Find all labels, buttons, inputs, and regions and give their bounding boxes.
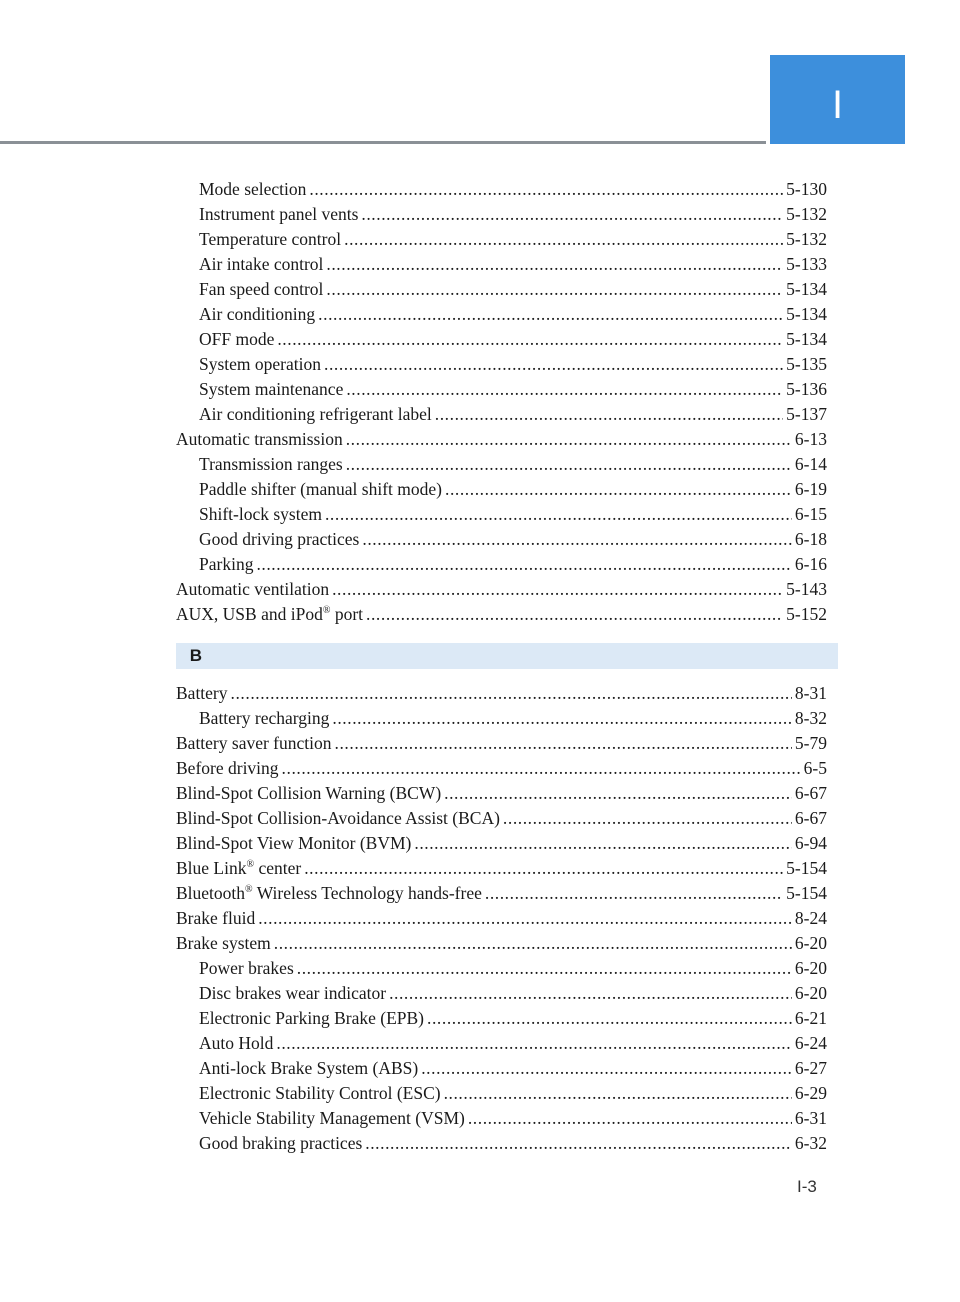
index-entry[interactable] <box>176 504 827 529</box>
index-entry[interactable] <box>176 229 827 254</box>
entry-label: Battery <box>176 683 228 703</box>
entry-page: 8-24 <box>794 908 827 928</box>
index-entry[interactable] <box>176 254 827 279</box>
entry-label: Shift-lock system <box>199 504 322 524</box>
entry-page: 6-19 <box>794 479 827 499</box>
index-entry[interactable] <box>176 683 827 708</box>
index-tab: I <box>770 55 905 144</box>
registered-mark: ® <box>245 884 253 895</box>
index-entry[interactable] <box>176 204 827 229</box>
entry-label: Battery saver function <box>176 733 332 753</box>
entry-page: 6-29 <box>794 1083 827 1103</box>
entry-page: 6-13 <box>794 429 827 449</box>
index-entry[interactable] <box>176 1083 827 1108</box>
dot-leader <box>258 908 792 929</box>
entry-label: Vehicle Stability Management (VSM) <box>199 1108 465 1128</box>
entry-text <box>176 808 500 829</box>
entry-page: 6-18 <box>794 529 827 549</box>
dot-leader <box>362 529 792 550</box>
dot-leader <box>366 604 783 625</box>
dot-leader <box>282 758 801 779</box>
index-entry[interactable] <box>176 604 827 629</box>
index-list-1 <box>176 179 827 629</box>
dot-leader <box>277 329 783 350</box>
dot-leader <box>256 554 791 575</box>
entry-label: Bluetooth <box>176 883 246 903</box>
dot-leader <box>365 1133 792 1154</box>
entry-page: 5-133 <box>786 254 827 274</box>
entry-text <box>176 908 255 929</box>
entry-text <box>176 733 332 754</box>
index-entry[interactable] <box>176 1008 827 1033</box>
entry-label: Blind-Spot View Monitor (BVM) <box>176 833 412 853</box>
entry-page: 6-16 <box>794 554 827 574</box>
entry-label: Instrument panel vents <box>199 204 359 224</box>
entry-label: Air intake control <box>199 254 324 274</box>
entry-page: 5-154 <box>786 858 827 878</box>
entry-page: 6-24 <box>794 1033 827 1053</box>
dot-leader <box>361 204 783 225</box>
entry-label: Automatic ventilation <box>176 579 330 599</box>
entry-text <box>199 1133 362 1154</box>
entry-text <box>176 758 279 779</box>
entry-text <box>199 379 343 400</box>
entry-text <box>176 579 329 600</box>
dot-leader <box>444 783 792 804</box>
index-entry[interactable] <box>176 1133 827 1158</box>
dot-leader <box>318 304 783 325</box>
index-entry[interactable] <box>176 479 827 504</box>
entry-label: System maintenance <box>199 379 344 399</box>
entry-text <box>176 833 411 854</box>
dot-leader <box>304 858 783 879</box>
entry-text <box>176 933 271 954</box>
entry-text <box>199 229 341 250</box>
dot-leader <box>435 404 783 425</box>
entry-text <box>199 204 358 225</box>
dot-leader <box>346 379 783 400</box>
entry-page: 6-5 <box>803 758 827 778</box>
dot-leader <box>344 229 783 250</box>
entry-text <box>199 958 294 979</box>
index-list-2 <box>176 683 827 1158</box>
entry-page: 5-136 <box>786 379 827 399</box>
page-number: I-3 <box>797 1177 817 1196</box>
entry-text <box>199 504 322 525</box>
index-entry[interactable] <box>176 933 827 958</box>
dot-leader <box>326 279 783 300</box>
header-rule <box>0 141 766 144</box>
entry-text <box>199 329 274 350</box>
index-entry[interactable] <box>176 429 827 454</box>
entry-label: Transmission ranges <box>199 454 343 474</box>
dot-leader <box>468 1108 792 1129</box>
entry-label: Mode selection <box>199 179 307 199</box>
entry-label-suffix: center <box>254 858 302 878</box>
dot-leader <box>444 1083 792 1104</box>
dot-leader <box>445 479 792 500</box>
entry-text <box>199 279 323 300</box>
dot-leader <box>421 1058 792 1079</box>
entry-text <box>176 604 363 625</box>
index-entry[interactable] <box>176 733 827 758</box>
entry-label: OFF mode <box>199 329 275 349</box>
entry-label: Electronic Stability Control (ESC) <box>199 1083 441 1103</box>
dot-leader <box>332 708 792 729</box>
entry-label: Battery recharging <box>199 708 330 728</box>
index-entry[interactable] <box>176 958 827 983</box>
index-entry[interactable] <box>176 554 827 579</box>
entry-label: Blind-Spot Collision-Avoidance Assist (BCA) <box>176 808 500 828</box>
entry-page: 5-132 <box>786 204 827 224</box>
entry-page: 5-154 <box>786 883 827 903</box>
entry-label: Temperature control <box>199 229 342 249</box>
entry-label: Brake system <box>176 933 271 953</box>
entry-text <box>199 1008 424 1029</box>
dot-leader <box>274 933 792 954</box>
entry-page: 5-134 <box>786 304 827 324</box>
entry-label-suffix: Wireless Technology hands-free <box>252 883 482 903</box>
entry-label: Air conditioning <box>199 304 316 324</box>
dot-leader <box>346 454 792 475</box>
index-entry[interactable] <box>176 1033 827 1058</box>
entry-text <box>176 883 482 904</box>
entry-label: System operation <box>199 354 321 374</box>
entry-label: Parking <box>199 554 254 574</box>
entry-page: 6-67 <box>794 808 827 828</box>
entry-text <box>176 429 343 450</box>
dot-leader <box>503 808 792 829</box>
section-letter: B <box>189 646 202 665</box>
index-entry[interactable] <box>176 454 827 479</box>
dot-leader <box>326 254 783 275</box>
entry-page: 6-32 <box>794 1133 827 1153</box>
entry-label: Blue Link <box>176 858 247 878</box>
dot-leader <box>276 1033 792 1054</box>
index-entry[interactable] <box>176 783 827 808</box>
entry-label: Good driving practices <box>199 529 360 549</box>
entry-page: 5-143 <box>786 579 827 599</box>
entry-label: Blind-Spot Collision Warning (BCW) <box>176 783 442 803</box>
dot-leader <box>324 354 783 375</box>
entry-label: Automatic transmission <box>176 429 343 449</box>
index-entry[interactable] <box>176 908 827 933</box>
entry-label: Anti-lock Brake System (ABS) <box>199 1058 419 1078</box>
entry-page: 6-20 <box>794 983 827 1003</box>
dot-leader <box>297 958 792 979</box>
entry-label: Disc brakes wear indicator <box>199 983 387 1003</box>
entry-text <box>199 983 386 1004</box>
index-entry[interactable] <box>176 379 827 404</box>
dot-leader <box>325 504 792 525</box>
entry-text <box>199 479 442 500</box>
index-entry[interactable] <box>176 708 827 733</box>
index-entry[interactable] <box>176 858 827 883</box>
index-entry[interactable] <box>176 579 827 604</box>
entry-page: 6-20 <box>794 958 827 978</box>
index-entry[interactable] <box>176 758 827 783</box>
index-entry[interactable] <box>176 279 827 304</box>
entry-page: 6-20 <box>794 933 827 953</box>
index-entry[interactable] <box>176 1108 827 1133</box>
entry-label: Brake fluid <box>176 908 256 928</box>
entry-page: 8-32 <box>794 708 827 728</box>
entry-page: 5-79 <box>794 733 827 753</box>
entry-page: 6-21 <box>794 1008 827 1028</box>
dot-leader <box>414 833 792 854</box>
entry-page: 6-94 <box>794 833 827 853</box>
entry-page: 5-130 <box>786 179 827 199</box>
entry-text <box>199 179 306 200</box>
entry-text <box>199 1108 465 1129</box>
entry-page: 5-137 <box>786 404 827 424</box>
entry-page: 5-135 <box>786 354 827 374</box>
entry-text <box>199 404 432 425</box>
entry-label: Air conditioning refrigerant label <box>199 404 432 424</box>
entry-text <box>199 354 321 375</box>
entry-text <box>199 554 253 575</box>
index-entry[interactable] <box>176 808 827 833</box>
dot-leader <box>309 179 783 200</box>
entry-label-suffix: port <box>330 604 364 624</box>
entry-page: 5-134 <box>786 329 827 349</box>
entry-text <box>199 1083 441 1104</box>
entry-text <box>176 683 228 704</box>
entry-text <box>199 304 315 325</box>
entry-page: 6-14 <box>794 454 827 474</box>
dot-leader <box>346 429 792 450</box>
registered-mark: ® <box>322 605 331 616</box>
index-entry[interactable] <box>176 329 827 354</box>
entry-label: Before driving <box>176 758 279 778</box>
index-entry[interactable] <box>176 1058 827 1083</box>
entry-text <box>199 529 359 550</box>
dot-leader <box>335 733 792 754</box>
entry-label: Electronic Parking Brake (EPB) <box>199 1008 425 1028</box>
entry-page: 6-67 <box>794 783 827 803</box>
index-entry[interactable] <box>176 983 827 1008</box>
entry-text <box>199 708 329 729</box>
index-entry[interactable] <box>176 833 827 858</box>
index-entry[interactable] <box>176 304 827 329</box>
entry-label: Auto Hold <box>199 1033 274 1053</box>
entry-text <box>199 254 323 275</box>
entry-page: 5-152 <box>786 604 827 624</box>
index-entry[interactable] <box>176 883 827 908</box>
index-entry[interactable] <box>176 354 827 379</box>
entry-page: 5-134 <box>786 279 827 299</box>
dot-leader <box>389 983 792 1004</box>
dot-leader <box>485 883 783 904</box>
entry-label: Good braking practices <box>199 1133 363 1153</box>
entry-label: AUX, USB and iPod <box>176 604 323 624</box>
entry-page: 6-27 <box>794 1058 827 1078</box>
dot-leader <box>427 1008 792 1029</box>
entry-text <box>199 1058 418 1079</box>
dot-leader <box>231 683 792 704</box>
entry-page: 8-31 <box>794 683 827 703</box>
index-entry[interactable] <box>176 529 827 554</box>
registered-mark: ® <box>246 859 255 870</box>
entry-label: Power brakes <box>199 958 294 978</box>
entry-text <box>176 858 301 879</box>
entry-page: 6-31 <box>794 1108 827 1128</box>
entry-text <box>199 454 343 475</box>
section-header-b <box>176 643 838 669</box>
index-entry[interactable] <box>176 404 827 429</box>
entry-label: Fan speed control <box>199 279 324 299</box>
entry-text <box>176 783 441 804</box>
entry-label: Paddle shifter (manual shift mode) <box>199 479 442 499</box>
dot-leader <box>332 579 783 600</box>
index-entry[interactable] <box>176 179 827 204</box>
entry-text <box>199 1033 273 1054</box>
entry-page: 6-15 <box>794 504 827 524</box>
entry-page: 5-132 <box>786 229 827 249</box>
